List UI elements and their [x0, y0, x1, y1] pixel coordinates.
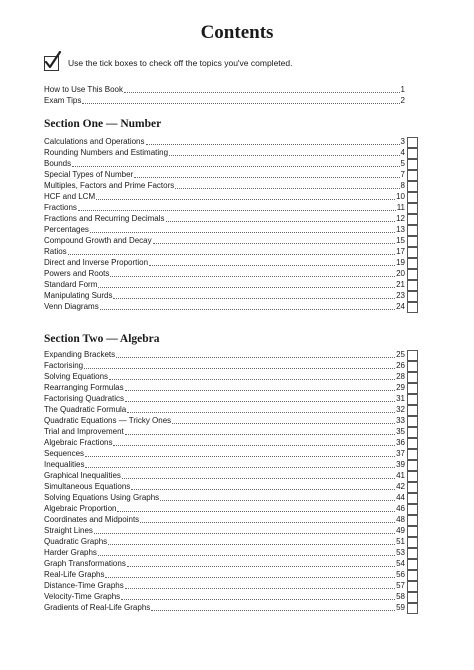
toc-entry-label: Simultaneous Equations	[44, 481, 131, 491]
toc-entry	[44, 558, 405, 569]
toc-entry	[44, 415, 405, 426]
toc-entry-label: Gradients of Real-Life Graphs	[44, 602, 151, 612]
topic-checkbox[interactable]	[407, 603, 418, 614]
topic-checkbox[interactable]	[407, 214, 418, 225]
topic-checkbox[interactable]	[407, 302, 418, 313]
toc-entry-page: 42	[396, 481, 405, 491]
toc-entry-label: The Quadratic Formula	[44, 404, 127, 414]
toc-entry-page: 59	[396, 602, 405, 612]
toc-entry-page: 58	[396, 591, 405, 601]
topic-checkbox[interactable]	[407, 170, 418, 181]
toc-entry-label: Fractions	[44, 202, 77, 212]
dot-leader	[108, 544, 395, 545]
topic-checkbox[interactable]	[407, 159, 418, 170]
topic-checkbox[interactable]	[407, 526, 418, 537]
toc-entry	[44, 426, 405, 437]
topic-checkbox[interactable]	[407, 258, 418, 269]
toc-entry	[44, 158, 405, 169]
instruction-row	[44, 54, 292, 72]
toc-entry	[44, 547, 405, 558]
page-title: Contents	[200, 22, 274, 43]
toc-entry	[44, 514, 405, 525]
toc-entry-label: Powers and Roots	[44, 268, 110, 278]
topic-checkbox[interactable]	[407, 372, 418, 383]
toc-entry	[44, 180, 405, 191]
toc-entry	[44, 536, 405, 547]
toc-entry	[44, 404, 405, 415]
toc-entry-label: How to Use This Book	[44, 85, 123, 94]
toc-entry-label: Compound Growth and Decay	[44, 235, 152, 245]
dot-leader	[125, 588, 395, 589]
dot-leader	[94, 533, 395, 534]
toc-entry-label: Venn Diagrams	[44, 301, 99, 311]
toc-entry-label: Graphical Inequalities	[44, 470, 121, 480]
topic-checkbox[interactable]	[407, 449, 418, 460]
toc-entry	[44, 213, 405, 224]
toc-entry	[44, 360, 405, 371]
toc-entry-label: Bounds	[44, 158, 72, 168]
toc-entry-label: Trial and Improvement	[44, 426, 124, 436]
toc-entry-label: Algebraic Proportion	[44, 503, 117, 513]
dot-leader	[127, 412, 395, 413]
dot-leader	[96, 199, 395, 200]
toc-entry-page: 44	[396, 492, 405, 502]
dot-leader	[122, 478, 395, 479]
toc-entry-label: Quadratic Graphs	[44, 536, 108, 546]
dot-leader	[84, 368, 395, 369]
toc-entry-label: Expanding Brackets	[44, 350, 116, 359]
toc-entry-page: 5	[400, 158, 405, 168]
topic-checkbox[interactable]	[407, 247, 418, 258]
toc-entry-label: Straight Lines	[44, 525, 93, 535]
topic-checkbox[interactable]	[407, 438, 418, 449]
dot-leader	[109, 379, 395, 380]
topic-checkbox[interactable]	[407, 291, 418, 302]
toc-entry-label: Rounding Numbers and Estimating	[44, 147, 169, 157]
toc-entry-page: 41	[396, 470, 405, 480]
toc-entry-label: Quadratic Equations — Tricky Ones	[44, 415, 172, 425]
toc-entry	[44, 136, 405, 147]
toc-entry-page: 35	[396, 426, 405, 436]
toc-entry	[44, 591, 405, 602]
toc-entry-page: 17	[396, 246, 405, 256]
toc-entry	[44, 470, 405, 481]
dot-leader	[149, 265, 395, 266]
toc-entry-page: 8	[400, 180, 405, 190]
toc-entry-page: 37	[396, 448, 405, 458]
toc-entry-page: 25	[396, 350, 405, 359]
toc-entry-label: Factorising Quadratics	[44, 393, 125, 403]
dot-leader	[100, 309, 395, 310]
dot-leader	[98, 287, 395, 288]
dot-leader	[125, 390, 396, 391]
toc-entry-label: Distance-Time Graphs	[44, 580, 124, 590]
toc-entry-label: Factorising	[44, 360, 84, 370]
toc-entry-label: Real-Life Graphs	[44, 569, 105, 579]
toc-entry-label: Ratios	[44, 246, 67, 256]
toc-entry-page: 15	[396, 235, 405, 245]
toc-entry-page: 4	[400, 147, 405, 157]
topic-checkbox[interactable]	[407, 581, 418, 592]
toc-entry	[44, 84, 405, 95]
toc-entry-label: Percentages	[44, 224, 89, 234]
toc-entry	[44, 246, 405, 257]
toc-entry-label: Fractions and Recurring Decimals	[44, 213, 165, 223]
toc-entry-page: 53	[396, 547, 405, 557]
toc-entry-label: Special Types of Number	[44, 169, 134, 179]
topic-checkbox[interactable]	[407, 504, 418, 515]
toc-entry-page: 7	[400, 169, 405, 179]
dot-leader	[121, 599, 395, 600]
dot-leader	[175, 188, 399, 189]
dot-leader	[160, 500, 395, 501]
toc-entry	[44, 301, 405, 312]
topic-checkbox[interactable]	[407, 570, 418, 581]
dot-leader	[166, 221, 396, 222]
toc-entry-page: 57	[396, 580, 405, 590]
toc-entry	[44, 437, 405, 448]
topic-checkbox[interactable]	[407, 225, 418, 236]
toc-entry	[44, 503, 405, 514]
toc-entry-page: 48	[396, 514, 405, 524]
toc-entry	[44, 448, 405, 459]
topic-checkbox[interactable]	[407, 269, 418, 280]
section-title: Section Two — Algebra	[44, 333, 160, 345]
dot-leader	[110, 276, 395, 277]
dot-leader	[72, 166, 399, 167]
topic-checkbox[interactable]	[407, 592, 418, 603]
dot-leader	[124, 92, 400, 93]
toc-entry	[44, 492, 405, 503]
dot-leader	[90, 232, 395, 233]
dot-leader	[153, 243, 395, 244]
topic-checkbox[interactable]	[407, 405, 418, 416]
toc-entry-label: Algebraic Fractions	[44, 437, 113, 447]
toc-entry-page: 10	[396, 191, 405, 201]
toc-entry-label: Solving Equations	[44, 371, 109, 381]
toc-entry	[44, 569, 405, 580]
toc-entry	[44, 290, 405, 301]
instruction-text: Use the tick boxes to check off the topics you've completed.	[68, 58, 293, 68]
dot-leader	[140, 522, 395, 523]
toc-entry	[44, 169, 405, 180]
dot-leader	[117, 511, 395, 512]
toc-entry	[44, 147, 405, 158]
topic-checkbox[interactable]	[407, 148, 418, 159]
toc-entry	[44, 525, 405, 536]
toc-entry-page: 39	[396, 459, 405, 469]
toc-entry	[44, 371, 405, 382]
toc-entry-page: 24	[396, 301, 405, 311]
topic-checkbox[interactable]	[407, 383, 418, 394]
dot-leader	[172, 423, 395, 424]
toc-entry-label: Sequences	[44, 448, 85, 458]
dot-leader	[151, 610, 395, 611]
toc-entry-label: Exam Tips	[44, 95, 82, 105]
dot-leader	[78, 210, 396, 211]
dot-leader	[98, 555, 395, 556]
toc-entry	[44, 481, 405, 492]
toc-entry-page: 20	[396, 268, 405, 278]
toc-entry	[44, 235, 405, 246]
dot-leader	[68, 254, 395, 255]
toc-entry-page: 33	[396, 415, 405, 425]
toc-entry-label: Standard Form	[44, 279, 98, 289]
toc-entry	[44, 279, 405, 290]
toc-entry-page: 12	[396, 213, 405, 223]
topic-checkbox[interactable]	[407, 203, 418, 214]
topic-checkbox[interactable]	[407, 493, 418, 504]
dot-leader	[134, 177, 399, 178]
toc-entry-page: 51	[396, 536, 405, 546]
toc-entry-page: 1	[400, 85, 405, 94]
toc-entry-page: 49	[396, 525, 405, 535]
toc-entry-page: 3	[400, 137, 405, 146]
dot-leader	[82, 103, 399, 104]
dot-leader	[127, 566, 395, 567]
topic-checkbox[interactable]	[407, 394, 418, 405]
toc-entry-page: 46	[396, 503, 405, 513]
dot-leader	[85, 456, 395, 457]
section-title: Section One — Number	[44, 118, 162, 130]
dot-leader	[116, 357, 395, 358]
topic-checkbox[interactable]	[407, 181, 418, 192]
toc-entry-label: Multiples, Factors and Prime Factors	[44, 180, 175, 190]
toc-entry	[44, 202, 405, 213]
topic-checkbox[interactable]	[407, 280, 418, 291]
toc-entry-label: HCF and LCM	[44, 191, 96, 201]
toc-entry-label: Velocity-Time Graphs	[44, 591, 121, 601]
topic-checkbox[interactable]	[407, 416, 418, 427]
topic-checkbox[interactable]	[407, 236, 418, 247]
dot-leader	[125, 434, 395, 435]
dot-leader	[125, 401, 395, 402]
toc-entry-page: 19	[396, 257, 405, 267]
toc-entry	[44, 224, 405, 235]
dot-leader	[146, 144, 400, 145]
toc-entry-page: 28	[396, 371, 405, 381]
toc-entry-page: 23	[396, 290, 405, 300]
topic-checkbox[interactable]	[407, 427, 418, 438]
toc-entry-page: 11	[396, 202, 405, 212]
toc-entry-page: 56	[396, 569, 405, 579]
toc-entry	[44, 393, 405, 404]
toc-entry	[44, 349, 405, 360]
dot-leader	[169, 155, 399, 156]
toc-entry-page: 26	[396, 360, 405, 370]
dot-leader	[105, 577, 395, 578]
toc-entry-label: Harder Graphs	[44, 547, 97, 557]
toc-entry-page: 36	[396, 437, 405, 447]
toc-entry	[44, 257, 405, 268]
topic-checkbox[interactable]	[407, 192, 418, 203]
toc-entry	[44, 459, 405, 470]
toc-entry-label: Rearranging Formulas	[44, 382, 124, 392]
toc-entry-page: 21	[396, 279, 405, 289]
dot-leader	[113, 298, 395, 299]
toc-entry-label: Manipulating Surds	[44, 290, 113, 300]
toc-entry	[44, 191, 405, 202]
toc-entry-label: Inequalities	[44, 459, 85, 469]
dot-leader	[85, 467, 395, 468]
topic-checkbox[interactable]	[407, 361, 418, 372]
topic-checkbox[interactable]	[407, 559, 418, 570]
toc-entry-page: 29	[396, 382, 405, 392]
toc-entry-page: 2	[400, 95, 405, 105]
toc-entry	[44, 382, 405, 393]
toc-entry-page: 13	[396, 224, 405, 234]
dot-leader	[113, 445, 395, 446]
toc-entry-label: Direct and Inverse Proportion	[44, 257, 149, 267]
topic-checkbox[interactable]	[407, 350, 418, 361]
toc-entry-page: 31	[396, 393, 405, 403]
toc-entry	[44, 602, 405, 613]
toc-entry	[44, 95, 405, 106]
toc-entry-label: Coordinates and Midpoints	[44, 514, 140, 524]
topic-checkbox[interactable]	[407, 537, 418, 548]
toc-entry-page: 54	[396, 558, 405, 568]
toc-entry	[44, 268, 405, 279]
toc-entry-label: Solving Equations Using Graphs	[44, 492, 160, 502]
topic-checkbox[interactable]	[407, 548, 418, 559]
toc-entry-page: 32	[396, 404, 405, 414]
toc-entry	[44, 580, 405, 591]
topic-checkbox[interactable]	[407, 460, 418, 471]
topic-checkbox[interactable]	[407, 482, 418, 493]
toc-entry-label: Calculations and Operations	[44, 137, 145, 146]
topic-checkbox[interactable]	[407, 515, 418, 526]
dot-leader	[131, 489, 395, 490]
topic-checkbox[interactable]	[407, 471, 418, 482]
topic-checkbox[interactable]	[407, 137, 418, 148]
tick-icon	[44, 56, 59, 71]
toc-entry-label: Graph Transformations	[44, 558, 126, 568]
